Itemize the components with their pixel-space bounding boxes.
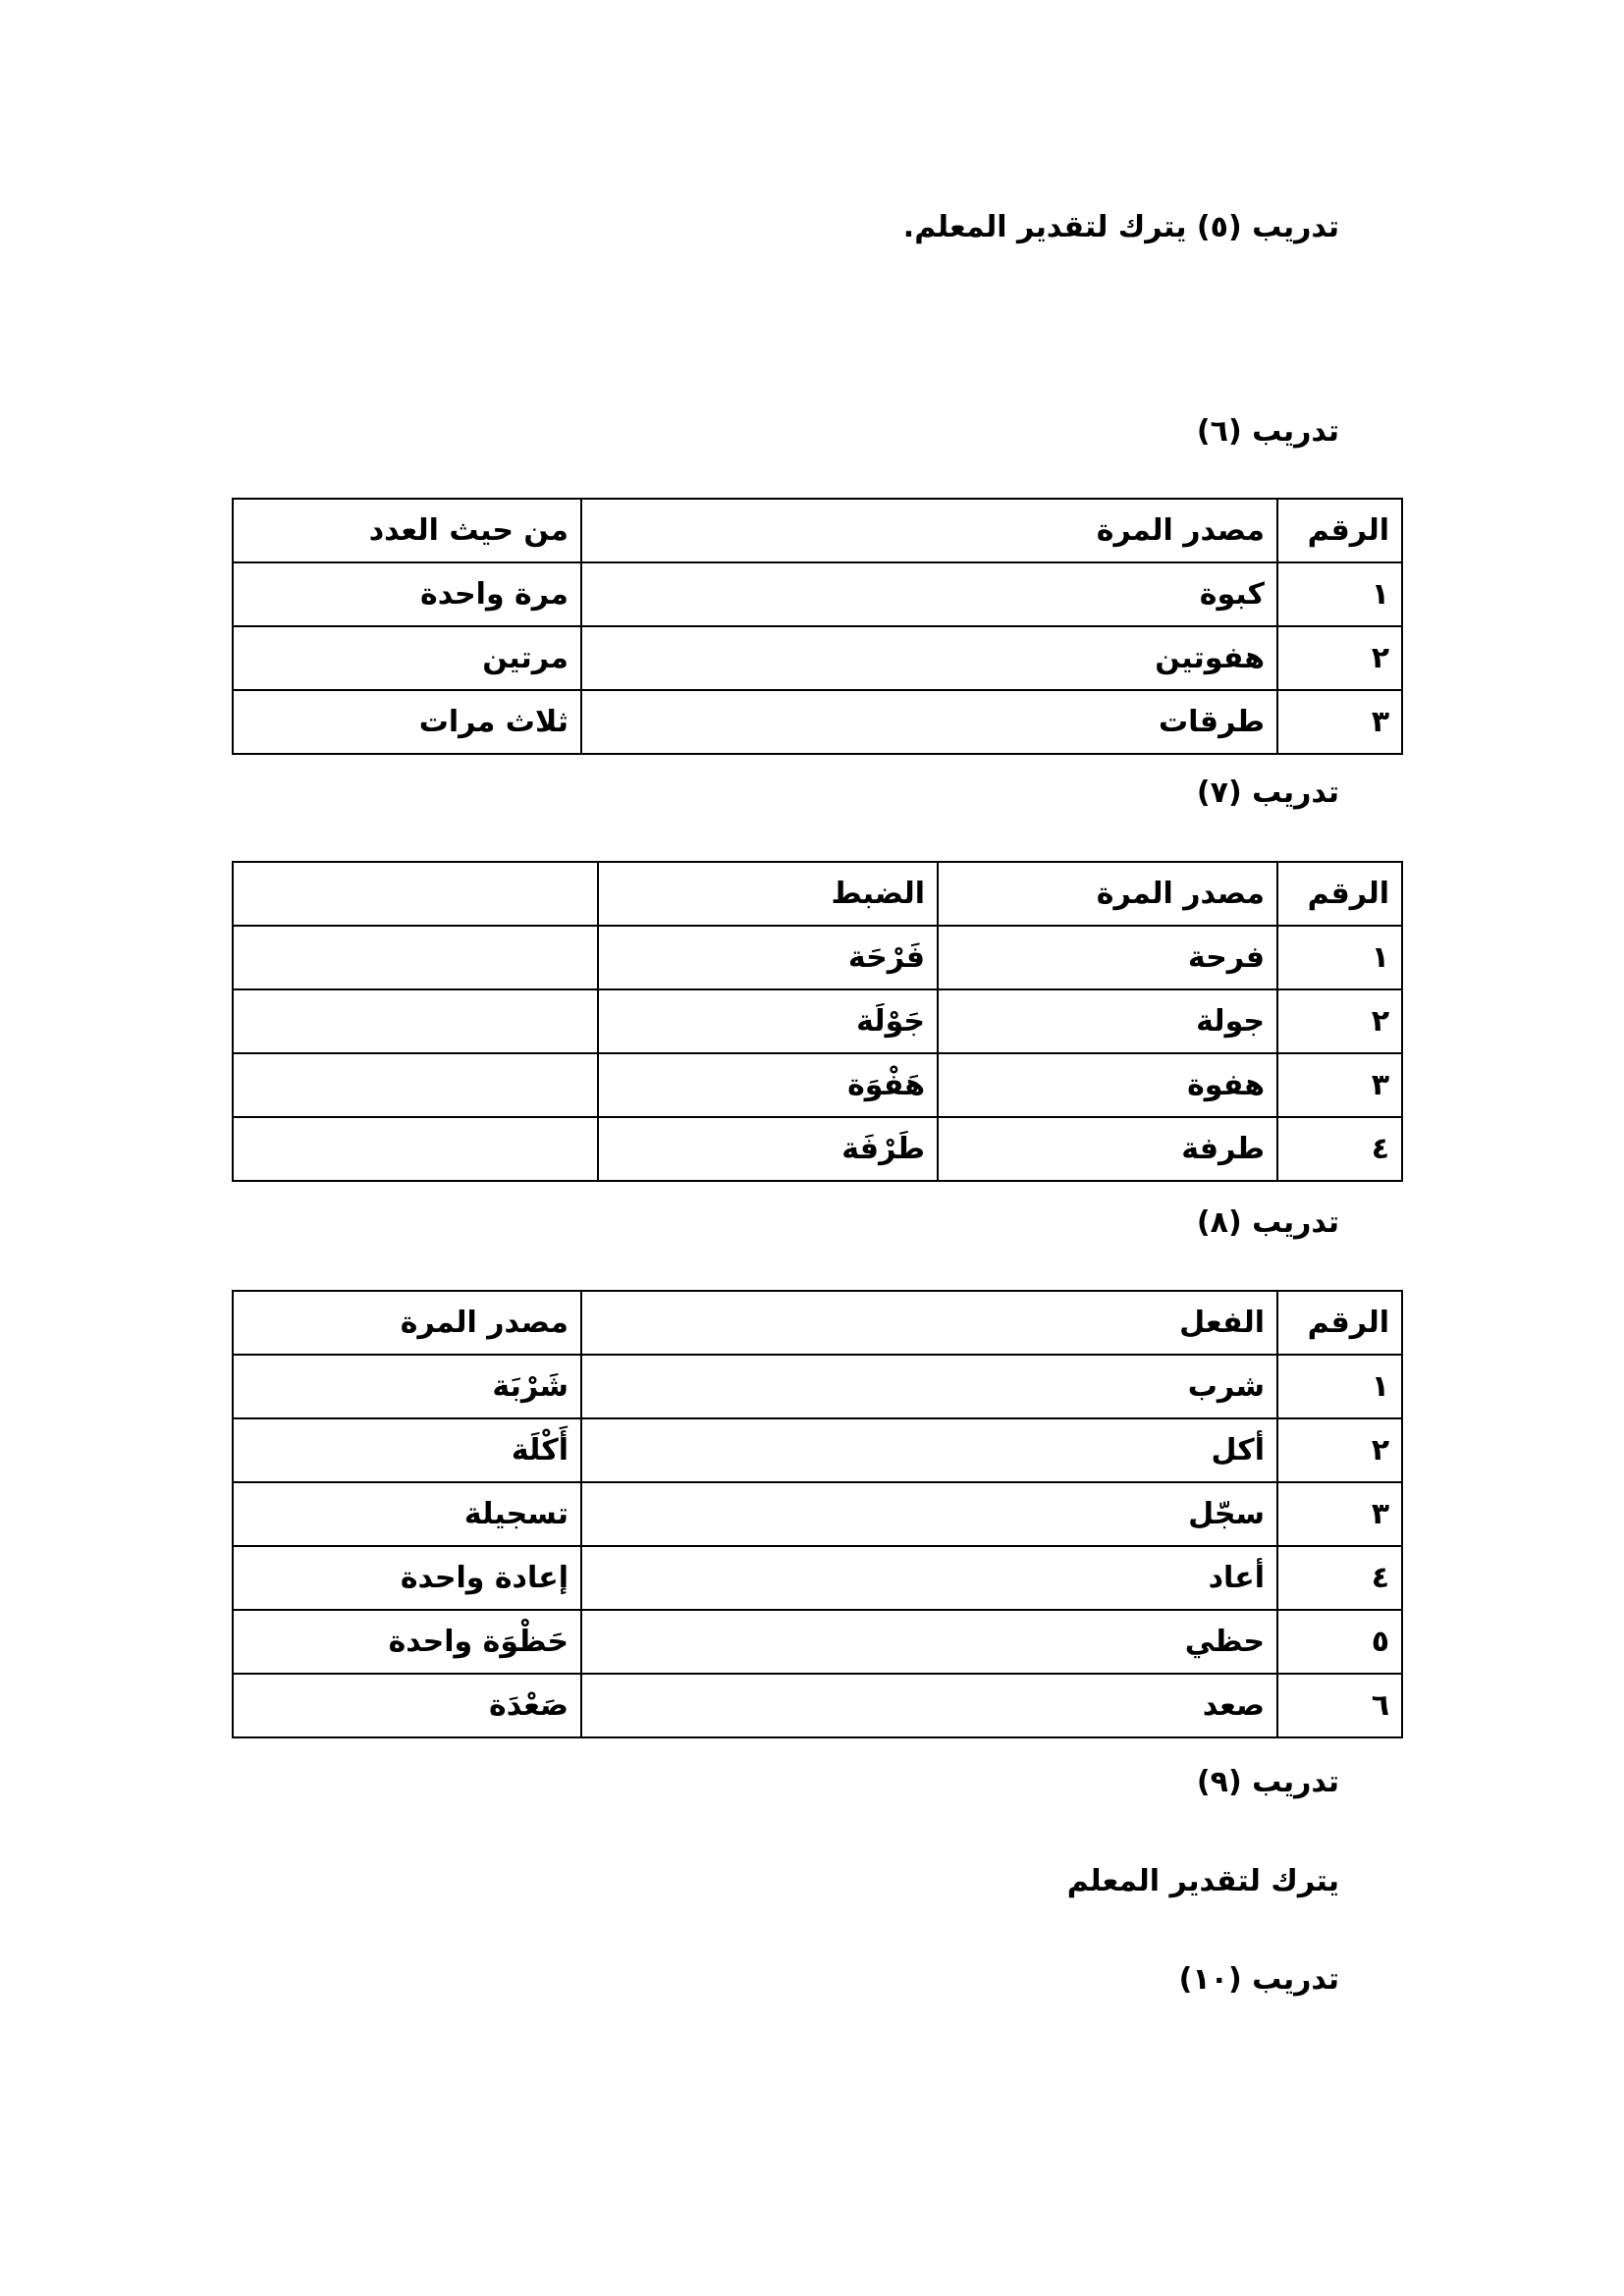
drill-7-table [232,861,1403,1182]
row-count: ثلاث مرات [233,690,581,754]
table-row [233,1482,1402,1546]
table-row [233,1355,1402,1418]
row-number: ٢ [1277,1418,1402,1482]
table-row [233,1674,1402,1737]
header-empty [233,862,598,926]
table-row [233,626,1402,690]
row-number: ٢ [1277,626,1402,690]
row-verb: شرب [581,1355,1277,1418]
row-vocalization: جَوْلَة [598,989,938,1053]
drill-9-heading: تدريب (٩) [1196,1765,1339,1799]
header-verb: الفعل [581,1291,1277,1355]
row-noun: طرقات [581,690,1277,754]
table-row [233,1610,1402,1674]
row-noun: إعادة واحدة [233,1546,581,1610]
drill-7-heading: تدريب (٧) [1196,775,1339,810]
header-number: الرقم [1277,499,1402,562]
row-verb: صعد [581,1674,1277,1737]
row-noun: شَرْبَة [233,1355,581,1418]
drill-6-heading: تدريب (٦) [1196,414,1339,449]
row-noun: صَعْدَة [233,1674,581,1737]
row-vocalization: طَرْفَة [598,1117,938,1181]
row-empty [233,989,598,1053]
table-row [233,989,1402,1053]
row-number: ٦ [1277,1674,1402,1737]
row-empty [233,1117,598,1181]
table-header-row [233,499,1402,562]
row-number: ٣ [1277,1053,1402,1117]
row-verb: سجّل [581,1482,1277,1546]
drill-5-heading: تدريب (٥) يترك لتقدير المعلم. [902,210,1339,244]
row-number: ١ [1277,1355,1402,1418]
row-verb: أعاد [581,1546,1277,1610]
row-number: ٣ [1277,690,1402,754]
row-verb: أكل [581,1418,1277,1482]
row-noun: هفوتين [581,626,1277,690]
row-noun: تسجيلة [233,1482,581,1546]
row-number: ١ [1277,562,1402,626]
table-row [233,562,1402,626]
header-noun: مصدر المرة [938,862,1277,926]
row-count: مرتين [233,626,581,690]
row-vocalization: فَرْحَة [598,926,938,989]
table-row [233,1053,1402,1117]
row-noun: طرفة [938,1117,1277,1181]
row-count: مرة واحدة [233,562,581,626]
row-vocalization: هَفْوَة [598,1053,938,1117]
drill-9-note: يترك لتقدير المعلم [1066,1864,1339,1898]
row-number: ٤ [1277,1546,1402,1610]
drill-6-table [232,498,1403,755]
header-count: من حيث العدد [233,499,581,562]
row-number: ٣ [1277,1482,1402,1546]
row-verb: حظي [581,1610,1277,1674]
row-number: ٢ [1277,989,1402,1053]
row-noun: هفوة [938,1053,1277,1117]
header-number: الرقم [1277,1291,1402,1355]
row-noun: جولة [938,989,1277,1053]
table-row [233,690,1402,754]
drill-8-heading: تدريب (٨) [1196,1205,1339,1240]
row-number: ٥ [1277,1610,1402,1674]
header-vocalization: الضبط [598,862,938,926]
header-noun: مصدر المرة [233,1291,581,1355]
table-header-row [233,1291,1402,1355]
row-empty [233,1053,598,1117]
table-row [233,1546,1402,1610]
row-noun: حَظْوَة واحدة [233,1610,581,1674]
row-empty [233,926,598,989]
row-noun: أَكْلَة [233,1418,581,1482]
table-row [233,1117,1402,1181]
table-row [233,1418,1402,1482]
row-noun: فرحة [938,926,1277,989]
drill-8-table [232,1290,1403,1738]
table-row [233,926,1402,989]
row-number: ٤ [1277,1117,1402,1181]
table-header-row [233,862,1402,926]
row-number: ١ [1277,926,1402,989]
header-noun: مصدر المرة [581,499,1277,562]
header-number: الرقم [1277,862,1402,926]
row-noun: كبوة [581,562,1277,626]
drill-10-heading: تدريب (١٠) [1178,1962,1339,1997]
